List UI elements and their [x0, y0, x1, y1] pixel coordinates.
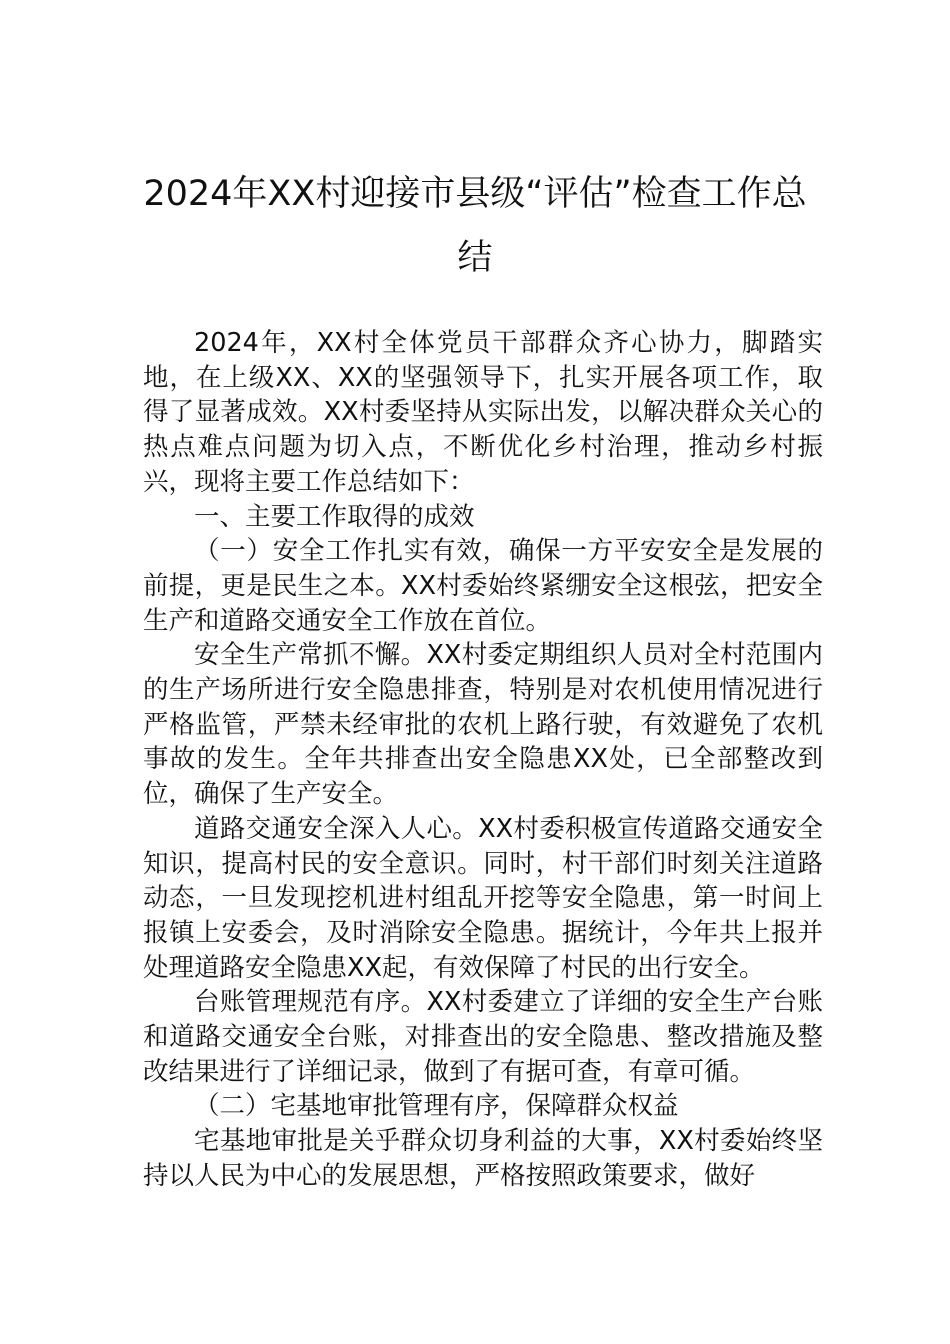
paragraph-road-safety: 道路交通安全深入人心。XX村委积极宣传道路交通安全知识，提高村民的安全意识。同时，村干部们时刻关注道路动态，一旦发现挖机进村组乱开挖等安全隐患，第一时间上报镇上安委会，及时消除安全隐患。据统计，今年共上报并处理道路安全隐患XX起，有效保障了村民的出行安全。	[143, 813, 823, 983]
paragraph-safety-work: （一）安全工作扎实有效，确保一方平安安全是发展的前提，更是民生之本。XX村委始终紧绷安全这根弦，把安全生产和道路交通安全工作放在首位。	[143, 536, 823, 636]
document-title: 2024年XX村迎接市县级“评估”检查工作总结	[143, 174, 807, 278]
paragraph-homestead-approval: 宅基地审批是关乎群众切身利益的大事，XX村委始终坚持以人民为中心的发展思想，严格按照政策要求，做好	[143, 1126, 823, 1191]
paragraph-ledger-management: 台账管理规范有序。XX村委建立了详细的安全生产台账和道路交通安全台账，对排查出的安全隐患、整改措施及整改结果进行了详细记录，做到了有据可查，有章可循。	[143, 987, 823, 1087]
paragraph-production-safety: 安全生产常抓不懈。XX村委定期组织人员对全村范围内的生产场所进行安全隐患排查，特别是对农机使用情况进行严格监管，严禁未经审批的农机上路行驶，有效避免了农机事故的发生。全年共排查出安全隐患XX处，已全部整改到位，确保了生产安全。	[143, 640, 823, 810]
section-heading-achievements: 一、主要工作取得的成效	[194, 501, 475, 532]
document-body	[143, 326, 823, 1194]
section-heading-homestead: （二）宅基地审批管理有序，保障群众权益	[194, 1091, 679, 1122]
paragraph-intro: 2024年，XX村全体党员干部群众齐心协力，脚踏实地，在上级XX、XX的坚强领导下，扎实开展各项工作，取得了显著成效。XX村委坚持从实际出发，以解决群众关心的热点难点问题为切入点，不断优化乡村治理，推动乡村振兴，现将主要工作总结如下：	[143, 328, 823, 497]
